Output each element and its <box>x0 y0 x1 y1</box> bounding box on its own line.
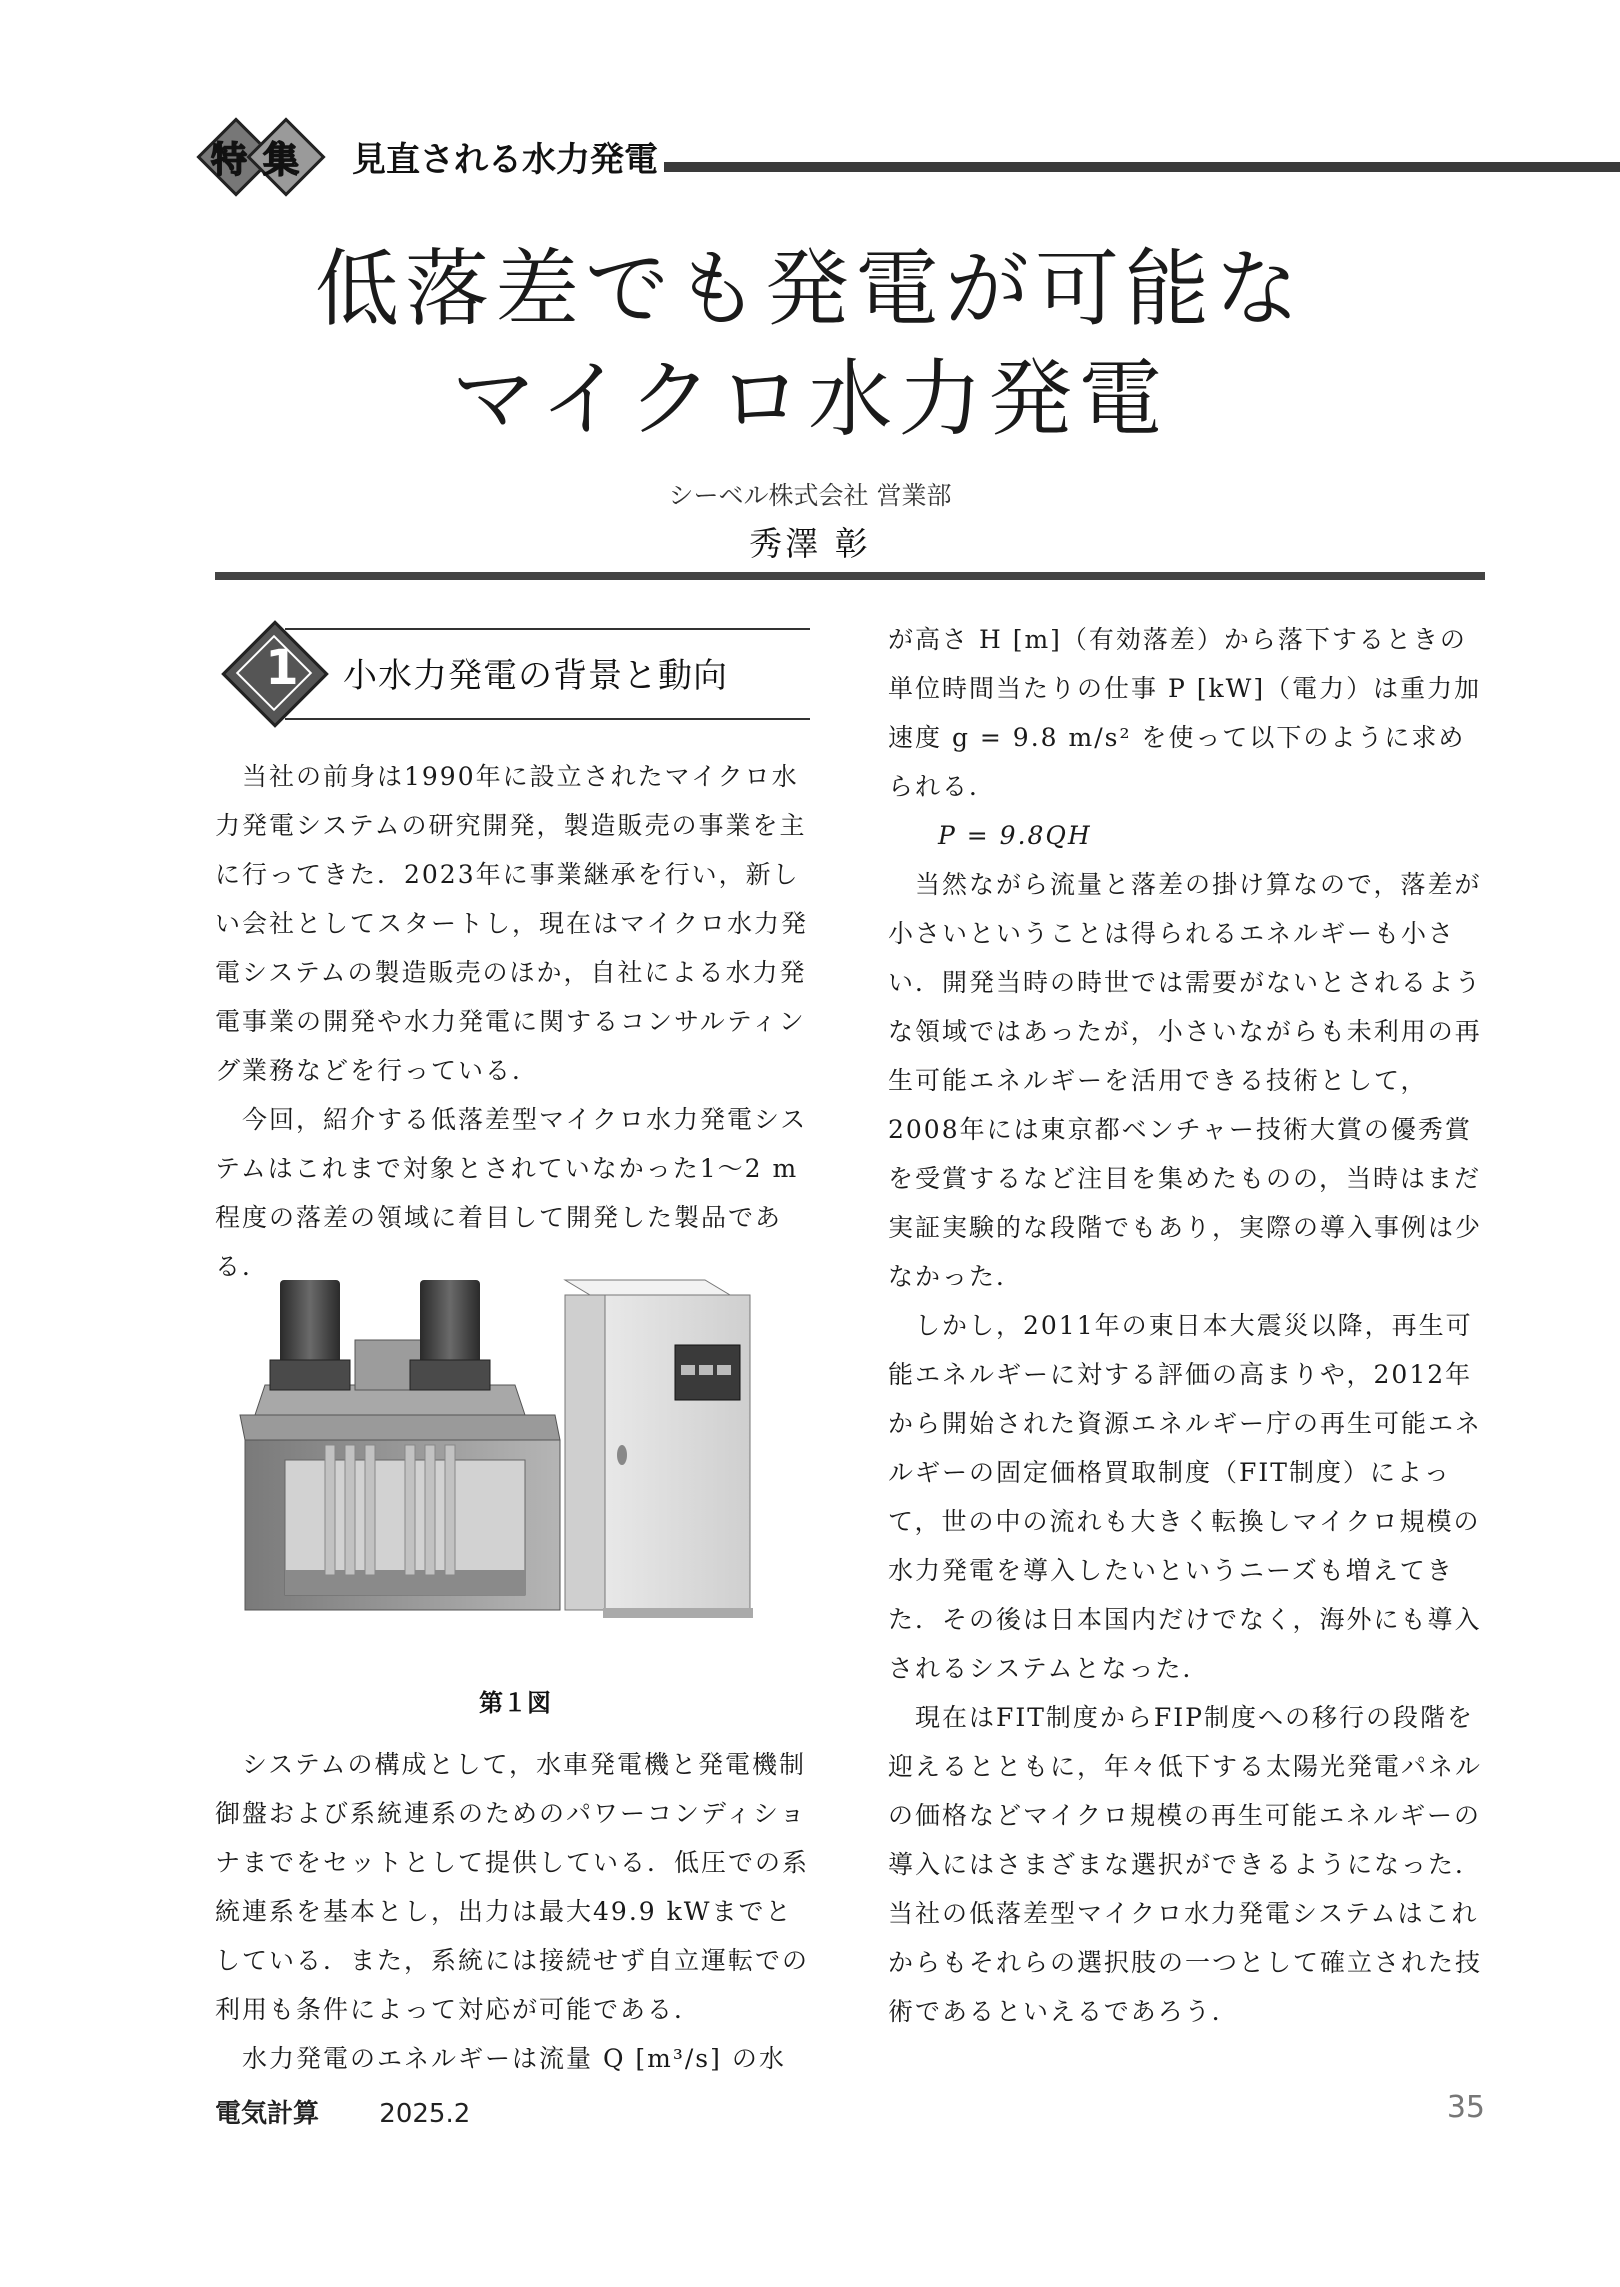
series-rule <box>620 162 1620 172</box>
turbine-system-illustration <box>225 1270 805 1675</box>
paragraph: が高さ H [m]（有効落差）から落下するときの単位時間当たりの仕事 P [kW]（電力）は重力加速度 g = 9.8 m/s² を使って以下のように求められる． <box>888 625 1482 801</box>
article-title-line1: 低落差でも発電が可能な <box>314 240 1305 338</box>
paragraph: システムの構成として，水車発電機と発電機制御盤および系統連系のためのパワーコンディショナまでをセットとして提供している．低圧での系統連系を基本とし，出力は最大49.9 kWまでとしている．また，系統には接続せず自立運転での利用も条件によって対応が可能である． <box>215 1750 810 2024</box>
paragraph: 今回，紹介する低落差型マイクロ水力発電システムはこれまで対象とされていなかった1〜2 m程度の落差の領域に着目して開発した製品である． <box>215 1105 808 1281</box>
issue-date: 2025.2 <box>379 2099 471 2129</box>
paragraph: しかし，2011年の東日本大震災以降，再生可能エネルギーに対する評価の高まりや，2012年から開始された資源エネルギー庁の再生可能エネルギーの固定価格買取制度（FIT制度）によって，世の中の流れも大きく転換しマイクロ規模の水力発電を導入したいというニーズも増えてきた．その後は日本国内だけでなく，海外にも導入されるシステムとなった． <box>888 1311 1483 1683</box>
badge-char-1: 特 <box>211 140 248 181</box>
series-header <box>190 128 1620 182</box>
figure-caption: 第１図 <box>479 1689 551 1717</box>
badge-char-2: 集 <box>263 140 300 181</box>
journal-name: 電気計算 <box>215 2099 320 2129</box>
right-column <box>888 615 1488 2036</box>
equation: P = 9.8QH <box>938 821 1092 850</box>
section-number: 1 <box>265 640 299 696</box>
series-badges <box>198 128 318 182</box>
paragraph: 現在はFIT制度からFIP制度への移行の段階を迎えるとともに，年々低下する太陽光発電パネルの価格などマイクロ規模の再生可能エネルギーの導入にはさまざまな選択ができるようになった．当社の低落差型マイクロ水力発電システムはこれからもそれらの選択肢の一つとして確立された技術であるといえるであろう． <box>888 1703 1483 2026</box>
left-column-top <box>215 752 810 1291</box>
section-heading <box>215 618 810 728</box>
paragraph: 当社の前身は1990年に設立されたマイクロ水力発電システムの研究開発，製造販売の事業を主に行ってきた．2023年に事業継承を行い，新しい会社としてスタートし，現在はマイクロ水力発電システムの製造販売のほか，自社による水力発電事業の開発や水力発電に関するコンサルティング業務などを行っている． <box>215 762 809 1085</box>
paragraph: 当然ながら流量と落差の掛け算なので，落差が小さいということは得られるエネルギーも小さい．開発当時の時世では需要がないとされるような領域ではあったが，小さいながらも未利用の再生可能エネルギーを活用できる技術として，2008年には東京都ベンチャー技術大賞の優秀賞を受賞するなど注目を集めたものの，当時はまだ実証実験的な段階でもあり，実際の導入事例は少なかった． <box>888 870 1483 1291</box>
left-column-bottom <box>215 1740 810 2083</box>
author-name: 秀澤 彰 <box>749 524 871 563</box>
figure-1-image <box>225 1270 805 1675</box>
section-title: 小水力発電の背景と動向 <box>343 656 728 696</box>
article-title-line2: マイクロ水力発電 <box>451 350 1169 448</box>
section-rule-bottom <box>285 718 810 720</box>
header-divider <box>215 572 1485 580</box>
page-footer <box>215 2093 470 2130</box>
author-affiliation: シーベル株式会社 営業部 <box>668 481 952 510</box>
section-rule-top <box>285 628 810 630</box>
series-label: 見直される水力発電 <box>352 132 664 181</box>
page-number: 35 <box>1446 2090 1485 2125</box>
paragraph: 水力発電のエネルギーは流量 Q [m³/s] の水 <box>242 2044 786 2073</box>
